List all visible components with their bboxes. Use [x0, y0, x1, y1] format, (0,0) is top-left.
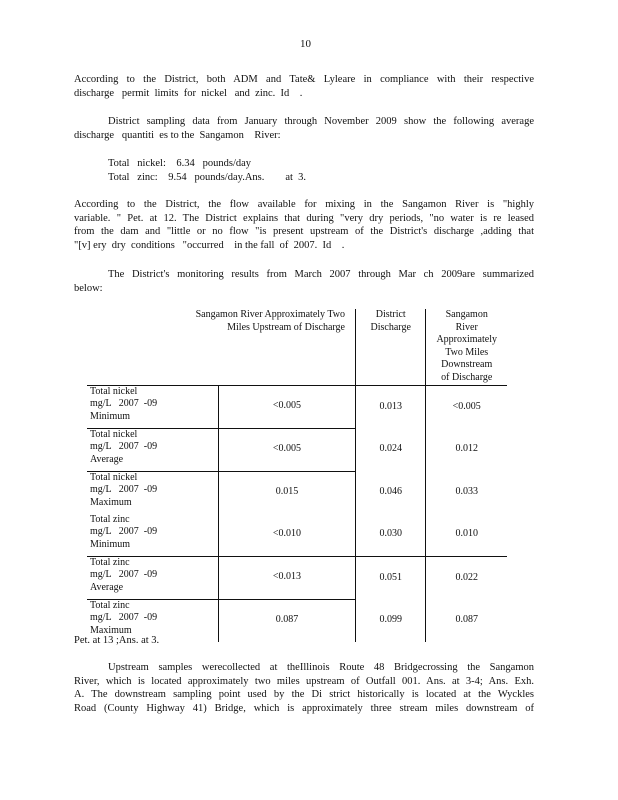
cell-upstream: <0.005	[218, 428, 355, 471]
paragraph-line: variable. " Pet. at 12. The District explains that during "very dry periods, "no water is re leased	[74, 212, 534, 224]
cell-district: 0.030	[355, 514, 425, 557]
row-label-line: Total zinc	[90, 599, 130, 611]
row-label-line: Average	[90, 581, 124, 593]
cell-downstream: <0.005	[452, 400, 481, 412]
cell-district: 0.013	[355, 385, 425, 428]
row-label-line: Total nickel	[90, 428, 138, 440]
paragraph-line: A. The downstream sampling point used by the Di strict historically is located at the Wyckles	[74, 689, 534, 701]
row-label	[87, 385, 218, 428]
paragraph-line: Road (County Highway 41) Bridge, which is approximately three stream miles downstream of	[74, 702, 534, 714]
paragraph-sampling-locations	[74, 661, 534, 715]
table-citation: Pet. at 13 ;Ans. at 3.	[74, 635, 160, 646]
cell-downstream: 0.087	[455, 614, 478, 626]
paragraph-sampling-data	[74, 115, 534, 142]
cell-district: 0.024	[355, 428, 425, 471]
cell-downstream: 0.033	[455, 486, 478, 498]
row-label-line: mg/L 2007 -09	[90, 398, 158, 410]
cell-upstream: 0.015	[218, 471, 355, 514]
paragraph-line: discharge permit limits for nickel and zinc. Id .	[74, 87, 303, 99]
row-label	[87, 471, 218, 514]
row-label-line: Total zinc	[90, 556, 130, 568]
paragraph-line: from the dam and "little or no flow "is present upstream of the District's discharge ,adding that	[74, 226, 534, 238]
cell-district: 0.046	[355, 471, 425, 514]
page-number: 10	[300, 38, 311, 50]
row-label-line: Maximum	[90, 624, 132, 636]
cell-district: 0.099	[355, 599, 425, 642]
row-label-line: Maximum	[90, 496, 132, 508]
cell-upstream: <0.010	[218, 514, 355, 557]
list-item: Total nickel: 6.34 pounds/day	[108, 158, 252, 169]
header-upstream: Sangamon River Approximately Two Miles Upstream of Discharge	[87, 309, 355, 385]
row-label	[87, 514, 218, 557]
row-label-line: mg/L 2007 -09	[90, 484, 158, 496]
discharge-quantities-list	[108, 157, 306, 184]
row-label-line: mg/L 2007 -09	[90, 569, 158, 581]
paragraph-line: The District's monitoring results from March 2007 through Mar ch 2009are summarized	[108, 269, 534, 280]
paragraph-line: According to the District, the flow available for mixing in the Sangamon River is "highly	[74, 199, 534, 210]
cell-downstream: 0.022	[455, 571, 478, 583]
cell-upstream: <0.013	[218, 556, 355, 599]
paragraph-line: Upstream samples werecollected at theIllinois Route 48 Bridgecrossing the Sangamon	[108, 662, 534, 673]
paragraph-line: According to the District, both ADM and Tate& Lyleare in compliance with their respective	[74, 74, 534, 85]
table-row	[87, 514, 507, 557]
row-label-line: Minimum	[90, 410, 131, 422]
paragraph-line: below:	[74, 282, 103, 294]
table-row	[87, 471, 507, 514]
row-label-line: Total nickel	[90, 385, 138, 397]
paragraph-compliance	[74, 73, 534, 100]
list-item: Total zinc: 9.54 pounds/day.Ans. at 3.	[108, 171, 307, 183]
table-header-row	[87, 309, 507, 385]
table-row	[87, 556, 507, 599]
paragraph-line: District sampling data from January through November 2009 show the following average	[108, 116, 534, 127]
paragraph-line: discharge quantiti es to the Sangamon River:	[74, 129, 281, 141]
row-label-line: mg/L 2007 -09	[90, 526, 158, 538]
header-downstream: Sangamon River Approximately Two Miles Downstream of Discharge	[426, 309, 507, 385]
cell-district: 0.051	[355, 556, 425, 599]
row-label-line: Total nickel	[90, 471, 138, 483]
cell-upstream: 0.087	[218, 599, 355, 642]
cell-downstream: 0.012	[455, 443, 478, 455]
row-label-line: Total zinc	[90, 513, 130, 525]
row-label-line: mg/L 2007 -09	[90, 441, 158, 453]
row-label-line: Minimum	[90, 538, 131, 550]
cell-upstream: <0.005	[218, 385, 355, 428]
row-label-line: Average	[90, 453, 124, 465]
header-district: District Discharge	[355, 309, 425, 385]
table-row	[87, 385, 507, 428]
paragraph-line: "[v] ery dry conditions "occurred in the fall of 2007. Id .	[74, 239, 345, 251]
paragraph-flow	[74, 198, 534, 252]
monitoring-results-table	[87, 309, 507, 642]
row-label-line: mg/L 2007 -09	[90, 612, 158, 624]
paragraph-monitoring	[74, 268, 534, 295]
row-label	[87, 428, 218, 471]
table-row	[87, 428, 507, 471]
paragraph-line: River, which is located approximately two miles upstream of Outfall 001. Ans. at 3-4; Ans. Exh.	[74, 675, 534, 687]
cell-downstream: 0.010	[455, 528, 478, 540]
row-label	[87, 556, 218, 599]
